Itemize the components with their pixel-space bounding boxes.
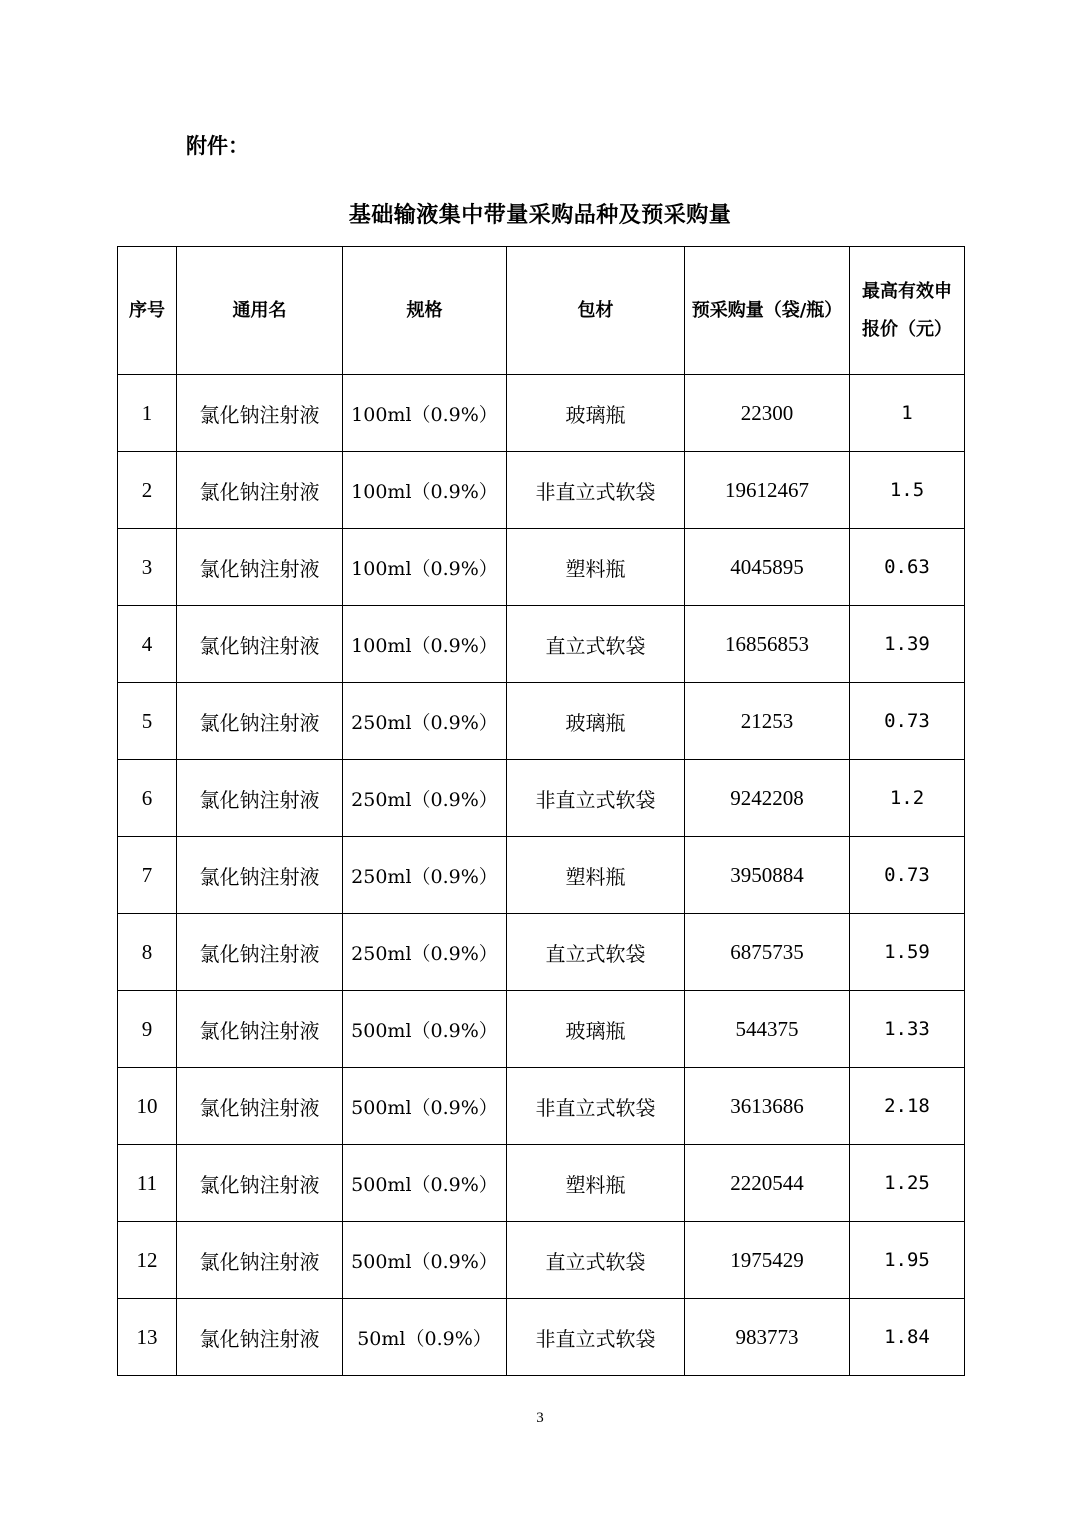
cell-row-index: 11	[118, 1145, 177, 1222]
cell-quantity: 16856853	[685, 606, 850, 683]
header-quantity: 预采购量（袋/瓶）	[685, 247, 850, 375]
cell-quantity: 3613686	[685, 1068, 850, 1145]
cell-max-price: 2.18	[850, 1068, 965, 1145]
cell-packaging: 非直立式软袋	[507, 1068, 685, 1145]
header-spec: 规格	[343, 247, 507, 375]
table-row	[118, 1068, 965, 1145]
table-row	[118, 606, 965, 683]
table-row	[118, 837, 965, 914]
table-row	[118, 375, 965, 452]
cell-max-price: 1.84	[850, 1299, 965, 1376]
cell-spec: 500ml（0.9%）	[343, 1068, 507, 1145]
cell-spec: 500ml（0.9%）	[343, 1145, 507, 1222]
cell-packaging: 非直立式软袋	[507, 452, 685, 529]
table-row	[118, 683, 965, 760]
table-row	[118, 1222, 965, 1299]
document-title: 基础输液集中带量采购品种及预采购量	[348, 202, 732, 228]
cell-packaging: 非直立式软袋	[507, 760, 685, 837]
cell-quantity: 21253	[685, 683, 850, 760]
page-number: 3	[536, 1410, 544, 1426]
table-row	[118, 991, 965, 1068]
cell-max-price: 1.2	[850, 760, 965, 837]
cell-quantity: 6875735	[685, 914, 850, 991]
cell-generic-name: 氯化钠注射液	[177, 452, 343, 529]
cell-max-price: 1.59	[850, 914, 965, 991]
cell-quantity: 2220544	[685, 1145, 850, 1222]
cell-generic-name: 氯化钠注射液	[177, 1299, 343, 1376]
cell-packaging: 直立式软袋	[507, 606, 685, 683]
cell-row-index: 12	[118, 1222, 177, 1299]
cell-row-index: 9	[118, 991, 177, 1068]
cell-quantity: 3950884	[685, 837, 850, 914]
cell-generic-name: 氯化钠注射液	[177, 683, 343, 760]
cell-generic-name: 氯化钠注射液	[177, 760, 343, 837]
header-max-price: 最高有效申报价（元）	[850, 247, 965, 375]
cell-spec: 50ml（0.9%）	[343, 1299, 507, 1376]
cell-quantity: 22300	[685, 375, 850, 452]
cell-spec: 100ml（0.9%）	[343, 529, 507, 606]
cell-row-index: 7	[118, 837, 177, 914]
cell-packaging: 非直立式软袋	[507, 1299, 685, 1376]
cell-max-price: 0.73	[850, 837, 965, 914]
cell-generic-name: 氯化钠注射液	[177, 837, 343, 914]
cell-max-price: 0.63	[850, 529, 965, 606]
cell-generic-name: 氯化钠注射液	[177, 1222, 343, 1299]
cell-row-index: 1	[118, 375, 177, 452]
cell-max-price: 1.5	[850, 452, 965, 529]
cell-quantity: 983773	[685, 1299, 850, 1376]
cell-row-index: 10	[118, 1068, 177, 1145]
cell-packaging: 直立式软袋	[507, 1222, 685, 1299]
cell-generic-name: 氯化钠注射液	[177, 1145, 343, 1222]
cell-max-price: 1.39	[850, 606, 965, 683]
cell-generic-name: 氯化钠注射液	[177, 914, 343, 991]
table-row	[118, 1299, 965, 1376]
cell-packaging: 塑料瓶	[507, 837, 685, 914]
cell-generic-name: 氯化钠注射液	[177, 606, 343, 683]
header-packaging: 包材	[507, 247, 685, 375]
cell-row-index: 5	[118, 683, 177, 760]
cell-spec: 250ml（0.9%）	[343, 837, 507, 914]
table-row	[118, 452, 965, 529]
cell-spec: 100ml（0.9%）	[343, 606, 507, 683]
cell-packaging: 塑料瓶	[507, 1145, 685, 1222]
cell-max-price: 1.95	[850, 1222, 965, 1299]
cell-quantity: 9242208	[685, 760, 850, 837]
cell-quantity: 1975429	[685, 1222, 850, 1299]
header-generic-name: 通用名	[177, 247, 343, 375]
cell-quantity: 4045895	[685, 529, 850, 606]
cell-spec: 250ml（0.9%）	[343, 683, 507, 760]
cell-max-price: 1.25	[850, 1145, 965, 1222]
cell-packaging: 塑料瓶	[507, 529, 685, 606]
cell-spec: 500ml（0.9%）	[343, 1222, 507, 1299]
cell-spec: 100ml（0.9%）	[343, 452, 507, 529]
table-row	[118, 760, 965, 837]
table-row	[118, 1145, 965, 1222]
cell-generic-name: 氯化钠注射液	[177, 529, 343, 606]
cell-generic-name: 氯化钠注射液	[177, 991, 343, 1068]
cell-spec: 250ml（0.9%）	[343, 760, 507, 837]
cell-generic-name: 氯化钠注射液	[177, 1068, 343, 1145]
table-row	[118, 529, 965, 606]
cell-max-price: 1	[850, 375, 965, 452]
cell-max-price: 1.33	[850, 991, 965, 1068]
cell-packaging: 玻璃瓶	[507, 683, 685, 760]
attachment-label: 附件：	[186, 133, 249, 158]
cell-row-index: 6	[118, 760, 177, 837]
table-row	[118, 914, 965, 991]
cell-packaging: 直立式软袋	[507, 914, 685, 991]
procurement-table	[117, 246, 965, 1376]
header-index: 序号	[118, 247, 177, 375]
cell-row-index: 13	[118, 1299, 177, 1376]
cell-row-index: 2	[118, 452, 177, 529]
cell-row-index: 8	[118, 914, 177, 991]
cell-quantity: 544375	[685, 991, 850, 1068]
cell-packaging: 玻璃瓶	[507, 375, 685, 452]
cell-max-price: 0.73	[850, 683, 965, 760]
cell-spec: 100ml（0.9%）	[343, 375, 507, 452]
table-header-row	[118, 247, 965, 375]
cell-spec: 250ml（0.9%）	[343, 914, 507, 991]
cell-row-index: 4	[118, 606, 177, 683]
cell-generic-name: 氯化钠注射液	[177, 375, 343, 452]
cell-row-index: 3	[118, 529, 177, 606]
cell-packaging: 玻璃瓶	[507, 991, 685, 1068]
cell-quantity: 19612467	[685, 452, 850, 529]
cell-spec: 500ml（0.9%）	[343, 991, 507, 1068]
